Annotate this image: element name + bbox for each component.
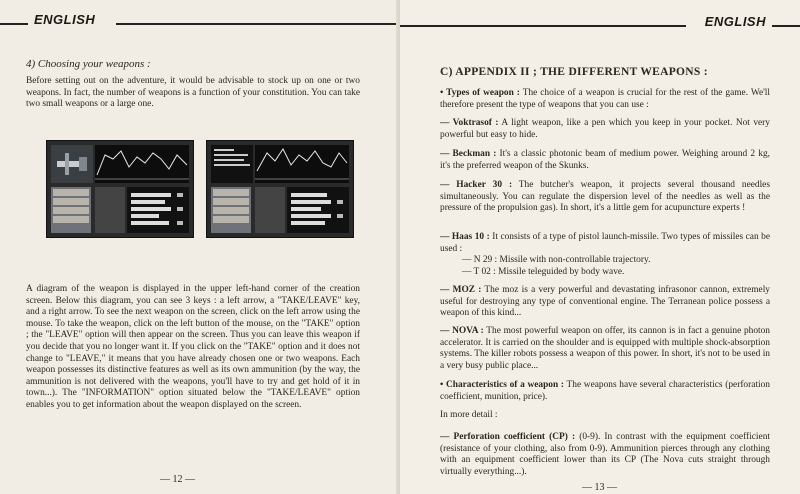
page-number: — 13 — — [582, 482, 617, 493]
paragraph-voktrasof — [440, 118, 770, 141]
text-nova: The most powerful weapon on offer, its cannon is in fact a genuine photon accelerator. It is carried on the shoulder and is equipped with multiple shock-absorption systems. The killer robots possess a weapon of this power. In short, it's not to be used in a very busy public place... — [440, 326, 770, 371]
lead-characteristics: • Characteristics of a weapon : — [440, 380, 565, 390]
lead-types: • Types of weapon : — [440, 88, 520, 98]
missile-n29: — N 29 : Missile with non-controllable trajectory. — [462, 255, 651, 266]
page-13 — [400, 0, 800, 494]
header-rule — [116, 23, 398, 25]
paragraph-characteristics — [440, 380, 770, 403]
paragraph-detail: In more detail : — [440, 410, 498, 420]
ammunition-grid-image-2 — [287, 187, 349, 233]
screenshot-weapon-screen-2 — [206, 140, 354, 238]
paragraph-nova — [440, 326, 770, 372]
appendix-heading: C) APPENDIX II ; THE DIFFERENT WEAPONS : — [440, 66, 708, 78]
body-paragraph: A diagram of the weapon is displayed in the upper left-hand corner of the creation screen. Below this diagram, you can see 3 keys : a left arrow, a "TAKE/LEAVE" key, and a right arrow. To see the next weapon on the screen, click on the left arrow using the mouse. To take the weapon, click on the left button of the mouse, on the "TAKE" option ; the "LEAVE" option will then appear on the screen. Thus you can leave this weapon if you decide that you no longer want it. If you click on the "TAKE" option and it does not change to "LEAVE," it means that you have already chosen one or two weapons. Each weapon possesses its distinctive features as well as its own ammunition (by the way, the ammunition is not delivered with the weapons, you'll have to try and get hold of it in town...). The "INFORMATION" option situated below the "TAKE/LEAVE" option enables you to get information about the weapon displayed on the screen. — [26, 284, 360, 410]
page-number: — 12 — — [160, 474, 195, 485]
header-rule-short — [0, 23, 28, 25]
paragraph-moz — [440, 285, 770, 320]
intro-paragraph: Before setting out on the adventure, it would be advisable to stock up on one or two weapons. In fact, the number of weapons is a function of your constitution. You can take two small weapons or a large one. — [26, 76, 360, 110]
page-header-right — [400, 0, 800, 40]
screenshot-weapon-screen-1 — [46, 140, 194, 238]
text-beckman: It's a classic photonic beam of medium power. Weighing around 2 kg, it's the preferred weapon of the Skunks. — [440, 149, 770, 171]
text-characteristics: The weapons have several characteristics (perforation coefficient, munition, price). — [440, 380, 770, 402]
weapon-list-image — [95, 187, 125, 233]
lead-hacker30: — Hacker 30 : — [440, 180, 513, 190]
header-title: ENGLISH — [704, 14, 766, 29]
paragraph-beckman — [440, 149, 770, 172]
weapon-info-image — [211, 145, 253, 183]
weapon-diagram-image — [51, 145, 93, 183]
text-perforation: (0-9). In contrast with the equipment coefficient (resistance of your clothing, also from 0-9). Ammunition pierces through any clothing with an equipment coefficient lower than its CP (The Nova cuts straight through virtually everything...). — [440, 432, 770, 477]
lead-nova: — NOVA : — [440, 326, 484, 336]
stats-graph-image-2 — [255, 145, 349, 183]
lead-moz: — MOZ : — [440, 285, 482, 295]
header-rule-short — [772, 25, 800, 27]
missile-t02: — T 02 : Missile teleguided by body wave. — [462, 266, 625, 277]
paragraph-haas10 — [440, 232, 770, 278]
paragraph-perforation — [440, 432, 770, 478]
screenshots — [46, 140, 352, 240]
page-header — [0, 12, 398, 32]
page-12 — [0, 0, 398, 494]
options-panel-image — [51, 187, 91, 233]
header-title: ENGLISH — [34, 12, 96, 27]
text-types: The choice of a weapon is crucial for the rest of the game. We'll therefore present the type of weapons that you can use : — [440, 88, 771, 110]
paragraph-types — [440, 88, 770, 111]
options-panel-image-2 — [211, 187, 251, 233]
lead-perforation: — Perforation coefficient (CP) : — [440, 432, 576, 442]
text-hacker30: The butcher's weapon, it projects several thousand needles simultaneously. You can regulate the dispersion level of the needles as well as the pressure of the propulsion gas). In short, it's a little gem for acupuncture experts ! — [440, 180, 770, 214]
lead-haas10: — Haas 10 : — [440, 232, 490, 242]
lead-beckman: — Beckman : — [440, 149, 497, 159]
text-moz: The moz is a very powerful and devastating infrasonor cannon, extremely useful for destroying any type of conventional engine. The Terranean police possess a weapon of this kind... — [440, 285, 770, 319]
section-heading: 4) Choosing your weapons : — [26, 58, 151, 70]
paragraph-hacker30 — [440, 180, 770, 215]
text-haas10: It consists of a type of pistol launch-missile. Two types of missiles can be used : — [440, 232, 770, 254]
weapon-list-image-2 — [255, 187, 285, 233]
stats-graph-image — [95, 145, 189, 183]
lead-voktrasof: — Voktrasof : — [440, 118, 499, 128]
ammunition-grid-image — [127, 187, 189, 233]
text-voktrasof: A light weapon, like a pen which you keep in your pocket. Not very powerful but easy to hide. — [440, 118, 770, 140]
header-rule — [400, 25, 686, 27]
